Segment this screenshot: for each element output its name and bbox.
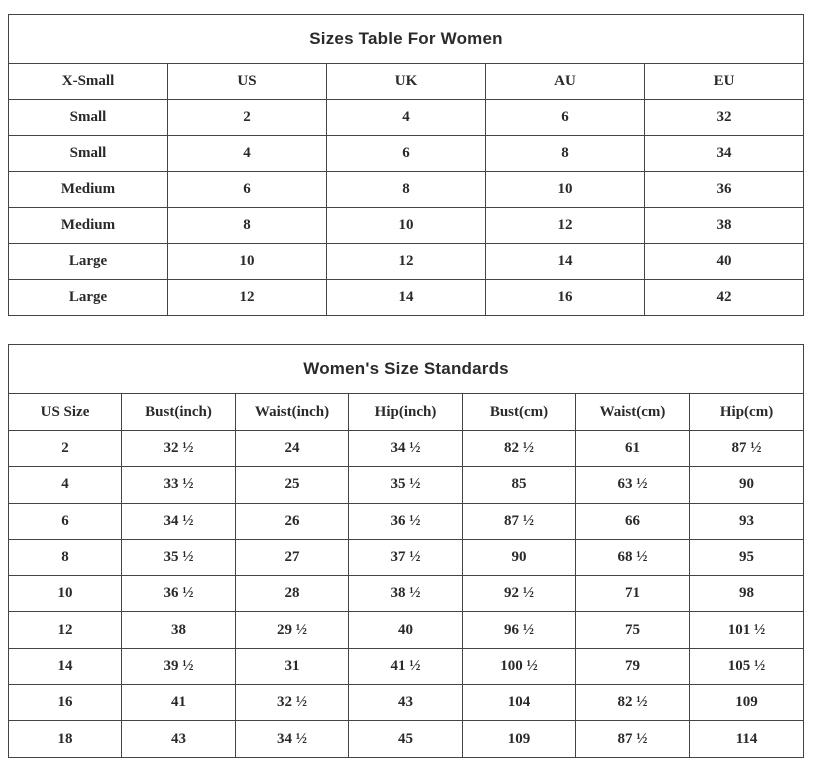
table-cell: 34 ½ xyxy=(349,431,463,467)
table-cell: 6 xyxy=(327,136,486,172)
table-cell: 6 xyxy=(486,100,645,136)
column-header: US Size xyxy=(9,394,122,431)
table-row xyxy=(9,721,804,757)
table-cell: 36 xyxy=(645,172,804,208)
column-header: US xyxy=(168,64,327,100)
table-cell: 45 xyxy=(349,721,463,757)
table-cell: 71 xyxy=(576,576,690,612)
table-cell: 104 xyxy=(463,685,576,721)
table-cell: 34 ½ xyxy=(122,503,236,539)
table-cell: 37 ½ xyxy=(349,539,463,575)
table-cell: 40 xyxy=(645,244,804,280)
table-cell: 25 xyxy=(236,467,349,503)
table-cell: 68 ½ xyxy=(576,539,690,575)
column-header: Bust(cm) xyxy=(463,394,576,431)
table-row xyxy=(9,503,804,539)
table-cell: 10 xyxy=(9,576,122,612)
table-cell: 8 xyxy=(327,172,486,208)
table-row xyxy=(9,244,804,280)
table-cell: 85 xyxy=(463,467,576,503)
column-header: AU xyxy=(486,64,645,100)
table-cell: 98 xyxy=(690,576,804,612)
table-cell: Medium xyxy=(9,208,168,244)
table-row xyxy=(9,100,804,136)
table-cell: 93 xyxy=(690,503,804,539)
column-header: Waist(cm) xyxy=(576,394,690,431)
table-cell: 6 xyxy=(168,172,327,208)
table-cell: 95 xyxy=(690,539,804,575)
table-row xyxy=(9,172,804,208)
table-cell: 43 xyxy=(122,721,236,757)
table-cell: 41 xyxy=(122,685,236,721)
table-cell: 32 xyxy=(645,100,804,136)
table-cell: Small xyxy=(9,136,168,172)
table-cell: 38 ½ xyxy=(349,576,463,612)
table-cell: 10 xyxy=(486,172,645,208)
table-cell: 90 xyxy=(463,539,576,575)
column-header: Bust(inch) xyxy=(122,394,236,431)
header-row xyxy=(9,394,804,431)
column-header: UK xyxy=(327,64,486,100)
table-row xyxy=(9,280,804,316)
table-row xyxy=(9,539,804,575)
table-cell: 4 xyxy=(327,100,486,136)
table-cell: 79 xyxy=(576,648,690,684)
table-cell: 2 xyxy=(9,431,122,467)
table-cell: 66 xyxy=(576,503,690,539)
table-cell: 2 xyxy=(168,100,327,136)
column-header: EU xyxy=(645,64,804,100)
table-cell: 14 xyxy=(327,280,486,316)
table-cell: 35 ½ xyxy=(349,467,463,503)
table-cell: 32 ½ xyxy=(122,431,236,467)
table-cell: 38 xyxy=(645,208,804,244)
table-cell: 92 ½ xyxy=(463,576,576,612)
table-cell: 105 ½ xyxy=(690,648,804,684)
table-cell: 34 xyxy=(645,136,804,172)
table-cell: 96 ½ xyxy=(463,612,576,648)
table-row xyxy=(9,467,804,503)
table-cell: Large xyxy=(9,280,168,316)
table-row xyxy=(9,612,804,648)
table-cell: 82 ½ xyxy=(576,685,690,721)
table-cell: Large xyxy=(9,244,168,280)
table-cell: 109 xyxy=(463,721,576,757)
table-cell: 32 ½ xyxy=(236,685,349,721)
table-cell: 14 xyxy=(9,648,122,684)
table-cell: 8 xyxy=(168,208,327,244)
table-cell: 101 ½ xyxy=(690,612,804,648)
table-cell: Medium xyxy=(9,172,168,208)
table-cell: 41 ½ xyxy=(349,648,463,684)
table-row xyxy=(9,208,804,244)
table-cell: 4 xyxy=(168,136,327,172)
table-cell: 87 ½ xyxy=(576,721,690,757)
table-cell: 42 xyxy=(645,280,804,316)
table-cell: 100 ½ xyxy=(463,648,576,684)
table-cell: 90 xyxy=(690,467,804,503)
table-cell: 16 xyxy=(486,280,645,316)
table-cell: 12 xyxy=(486,208,645,244)
table-cell: 43 xyxy=(349,685,463,721)
table-cell: 38 xyxy=(122,612,236,648)
table-cell: 4 xyxy=(9,467,122,503)
column-header: Waist(inch) xyxy=(236,394,349,431)
table-cell: 16 xyxy=(9,685,122,721)
table-cell: 33 ½ xyxy=(122,467,236,503)
table-title: Women's Size Standards xyxy=(9,345,804,394)
table-cell: 29 ½ xyxy=(236,612,349,648)
table-cell: 40 xyxy=(349,612,463,648)
table-cell: 82 ½ xyxy=(463,431,576,467)
column-header: Hip(inch) xyxy=(349,394,463,431)
table-cell: 28 xyxy=(236,576,349,612)
table-cell: 12 xyxy=(9,612,122,648)
table-row xyxy=(9,648,804,684)
table-row xyxy=(9,431,804,467)
table-cell: 34 ½ xyxy=(236,721,349,757)
table-cell: 31 xyxy=(236,648,349,684)
table-cell: 14 xyxy=(486,244,645,280)
table-cell: 63 ½ xyxy=(576,467,690,503)
table-cell: Small xyxy=(9,100,168,136)
table-cell: 12 xyxy=(168,280,327,316)
table-cell: 8 xyxy=(486,136,645,172)
table-cell: 26 xyxy=(236,503,349,539)
table-cell: 36 ½ xyxy=(122,576,236,612)
table-row xyxy=(9,685,804,721)
column-header: Hip(cm) xyxy=(690,394,804,431)
table-cell: 18 xyxy=(9,721,122,757)
table-cell: 35 ½ xyxy=(122,539,236,575)
table-cell: 87 ½ xyxy=(463,503,576,539)
table-cell: 87 ½ xyxy=(690,431,804,467)
table-cell: 10 xyxy=(327,208,486,244)
table-cell: 114 xyxy=(690,721,804,757)
header-row xyxy=(9,64,804,100)
table-cell: 8 xyxy=(9,539,122,575)
table-cell: 6 xyxy=(9,503,122,539)
table-row xyxy=(9,136,804,172)
sizes-table-women xyxy=(8,14,804,316)
table-cell: 12 xyxy=(327,244,486,280)
table-cell: 36 ½ xyxy=(349,503,463,539)
table-cell: 75 xyxy=(576,612,690,648)
table-cell: 10 xyxy=(168,244,327,280)
table-title: Sizes Table For Women xyxy=(9,15,804,64)
table-cell: 61 xyxy=(576,431,690,467)
column-header: X-Small xyxy=(9,64,168,100)
table-cell: 24 xyxy=(236,431,349,467)
table-row xyxy=(9,576,804,612)
table-cell: 27 xyxy=(236,539,349,575)
table-cell: 109 xyxy=(690,685,804,721)
table-cell: 39 ½ xyxy=(122,648,236,684)
womens-size-standards-table xyxy=(8,344,804,758)
